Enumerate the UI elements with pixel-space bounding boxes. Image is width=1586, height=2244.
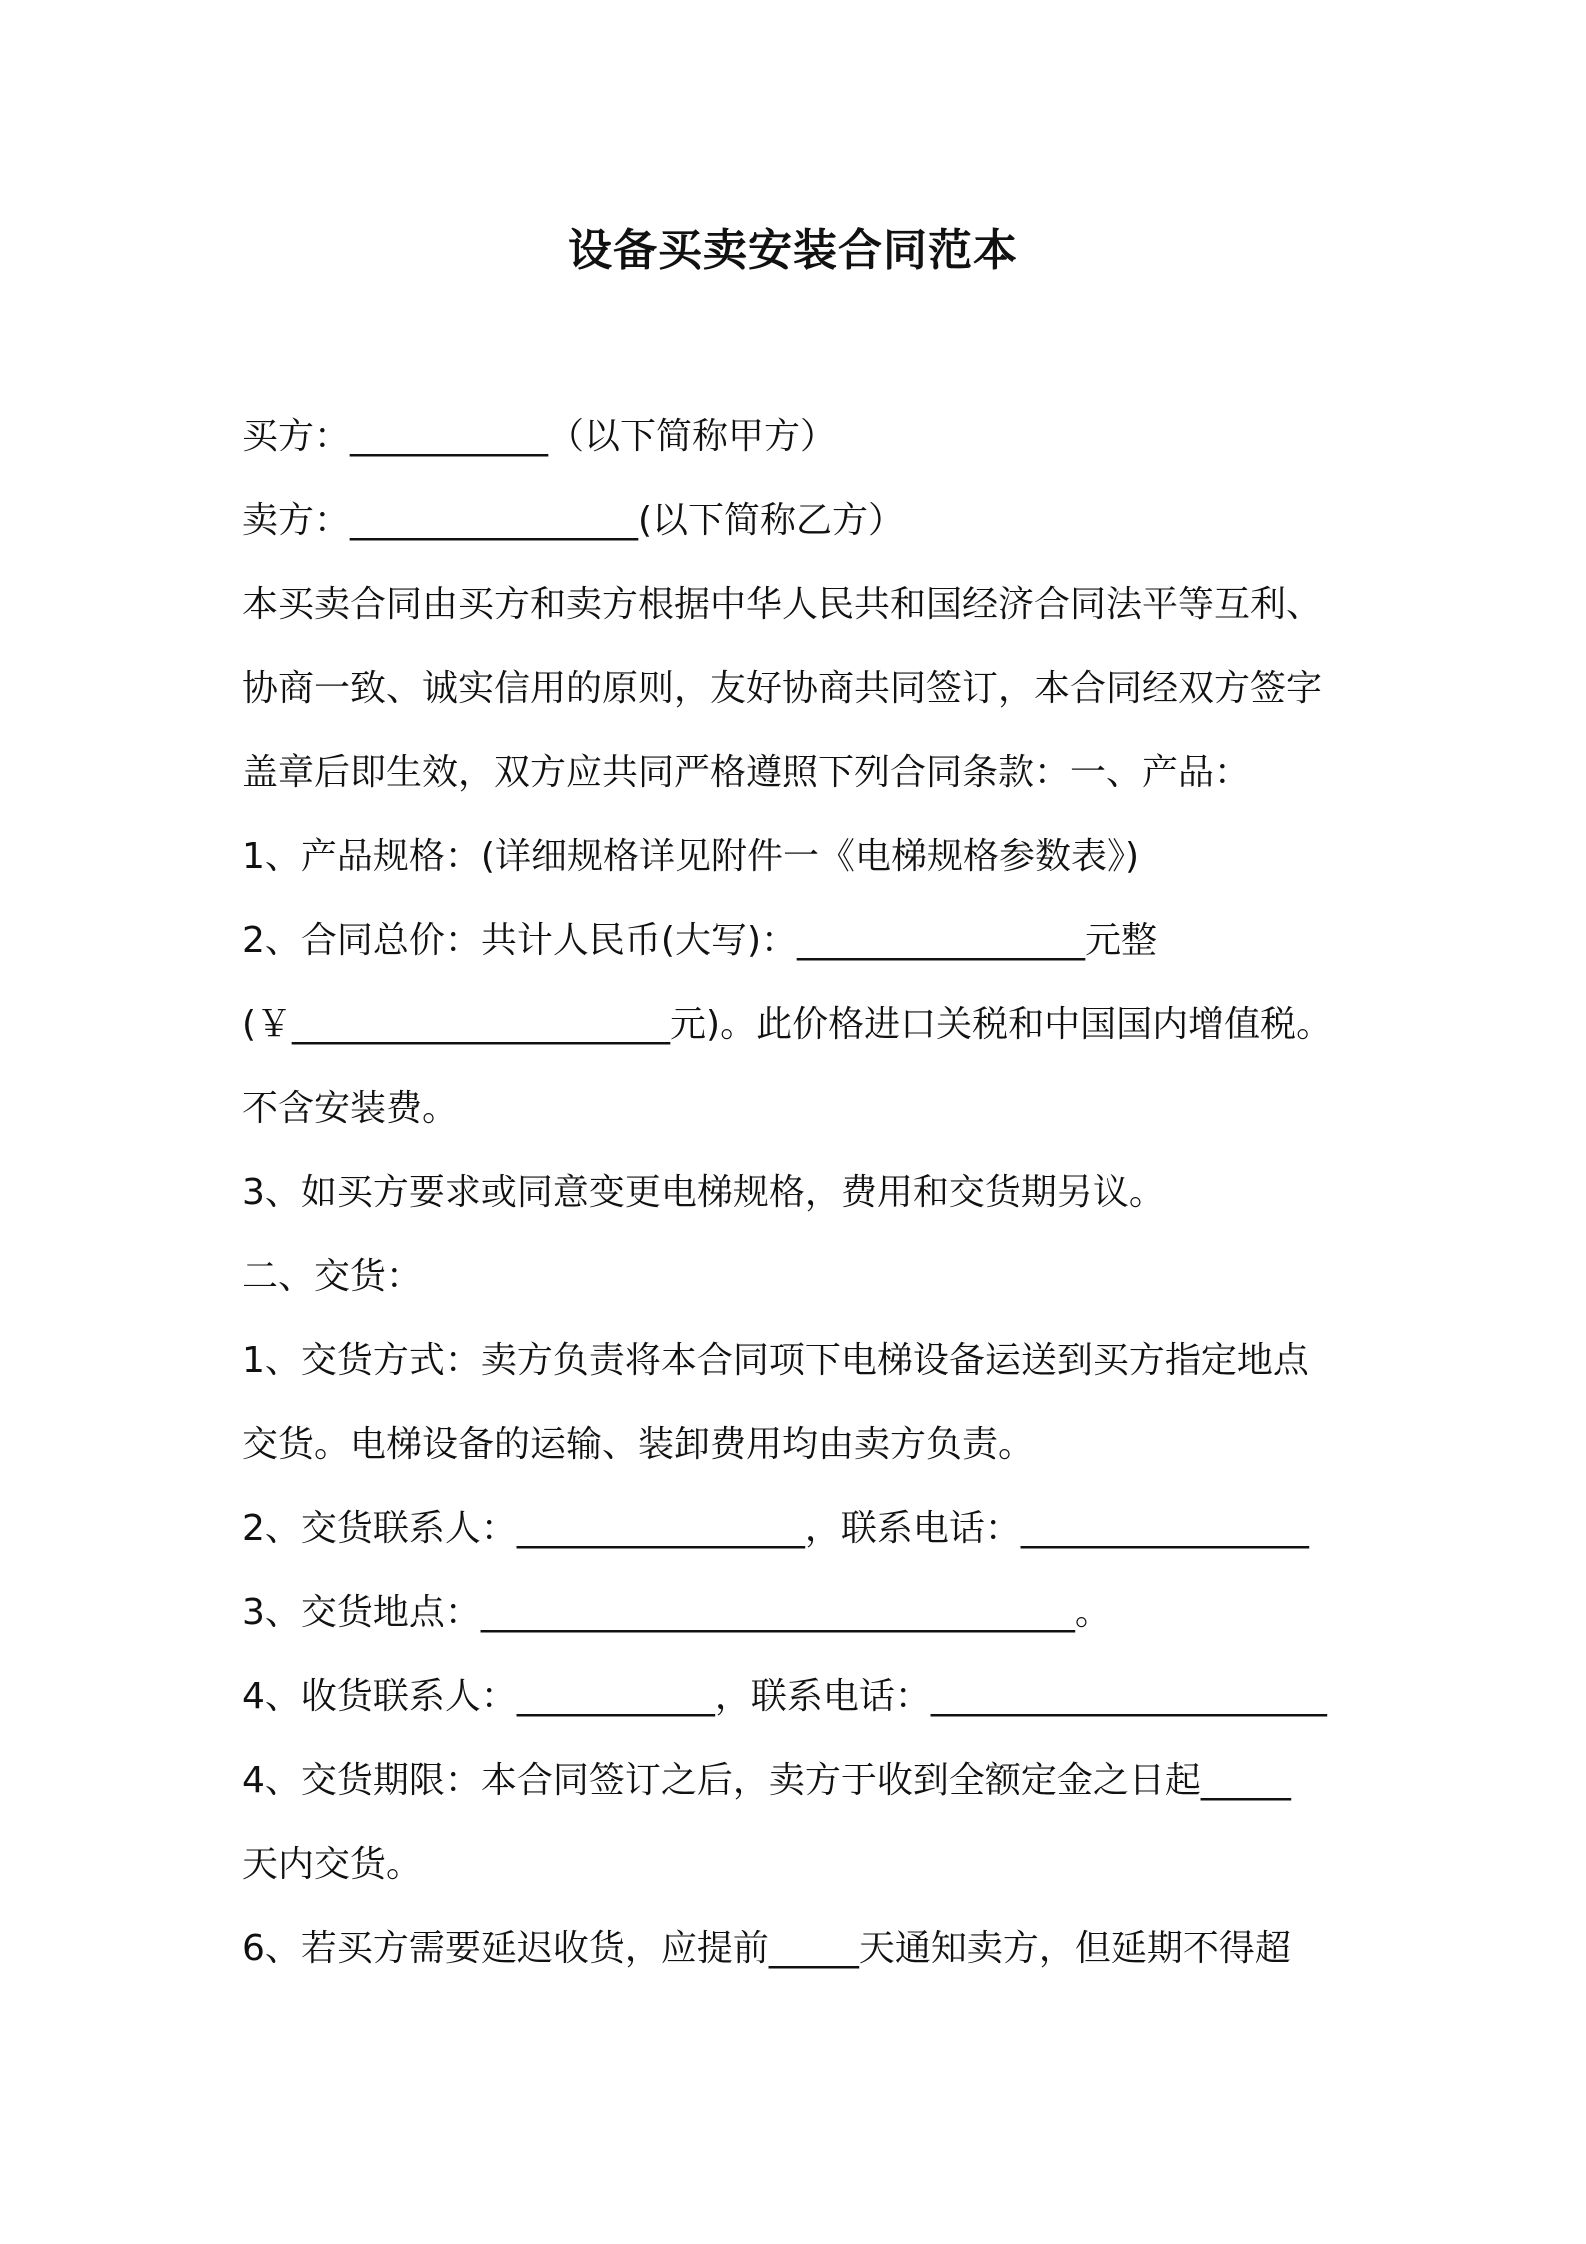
delivery-period-line: 天内交货。 (242, 1844, 423, 1885)
section-heading: 二、交货： (242, 1256, 423, 1297)
total-price-line: 2、合同总价：共计人民币(大写)：________________元整 (242, 920, 1157, 961)
document-title: 设备买卖安装合同范本 (568, 225, 1018, 276)
delivery-contact-line: 2、交货联系人：________________，联系电话：________________ (242, 1508, 1309, 1549)
price-note-line: 不含安装费。 (242, 1088, 459, 1129)
buyer-line: 买方：___________（以下简称甲方） (242, 416, 837, 457)
delay-notice-line: 6、若买方需要延迟收货，应提前_____天通知卖方，但延期不得超 (242, 1928, 1291, 1969)
delivery-method-line: 交货。电梯设备的运输、装卸费用均由卖方负责。 (242, 1424, 1035, 1465)
delivery-location-line: 3、交货地点：_________________________________。 (242, 1592, 1111, 1633)
receiving-contact-line: 4、收货联系人：___________，联系电话：______________________ (242, 1676, 1327, 1717)
product-spec-line: 1、产品规格：(详细规格详见附件一《电梯规格参数表》) (242, 836, 1139, 877)
seller-line: 卖方：________________(以下简称乙方） (242, 500, 905, 541)
paragraph-line: 协商一致、诚实信用的原则，友好协商共同签订，本合同经双方签字 (242, 668, 1323, 709)
paragraph-line: 本买卖合同由买方和卖方根据中华人民共和国经济合同法平等互利、 (242, 584, 1323, 625)
delivery-method-line: 1、交货方式：卖方负责将本合同项下电梯设备运送到买方指定地点 (242, 1340, 1309, 1381)
spec-change-line: 3、如买方要求或同意变更电梯规格，费用和交货期另议。 (242, 1172, 1165, 1213)
delivery-period-line: 4、交货期限：本合同签订之后，卖方于收到全额定金之日起_____ (242, 1760, 1291, 1801)
paragraph-line: 盖章后即生效，双方应共同严格遵照下列合同条款：一、产品： (242, 752, 1251, 793)
price-amount-line: (￥_____________________元)。此价格进口关税和中国国内增值税。 (242, 1004, 1333, 1045)
